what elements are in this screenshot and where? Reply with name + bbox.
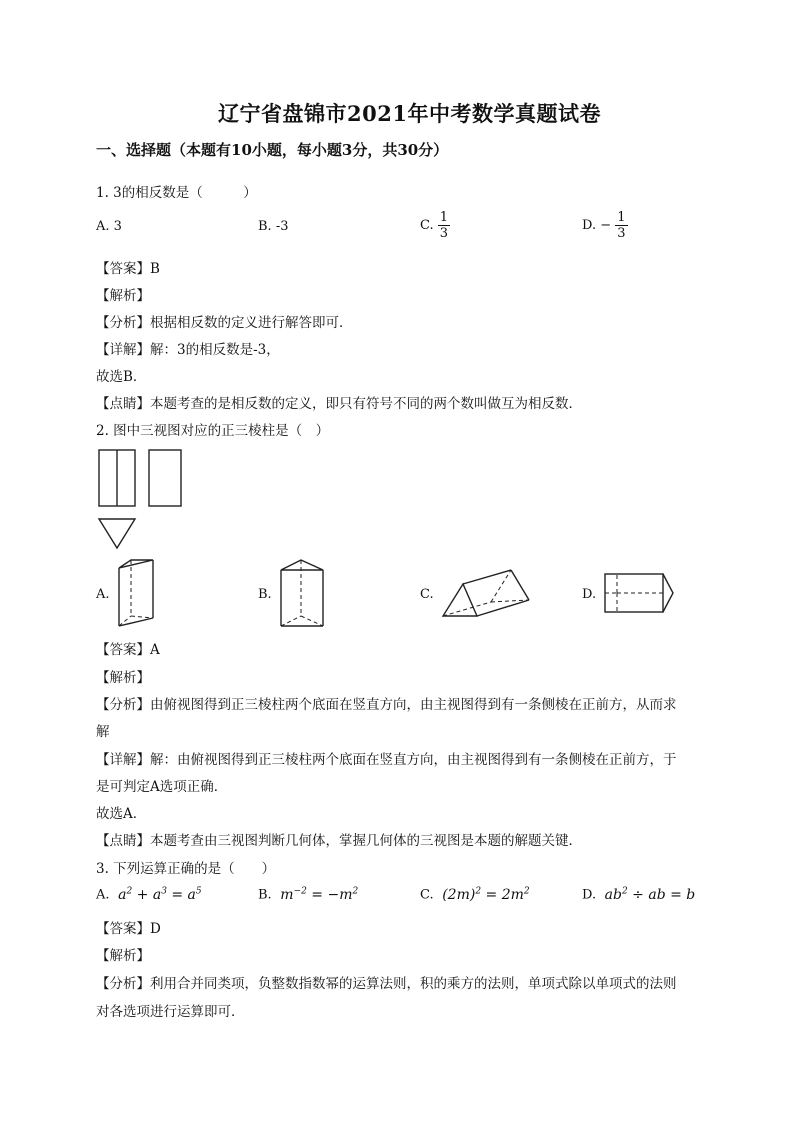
q2-comment: 【点睛】本题考查由三视图判断几何体，掌握几何体的三视图是本题的解题关键．: [96, 833, 582, 849]
q2-option-d: D.: [582, 587, 597, 602]
side-view: [149, 450, 181, 506]
q2-fenxi-line1: 【分析】由俯视图得到正三棱柱两个底面在竖直方向，由主视图得到有一条侧棱在正前方，从而求: [96, 697, 677, 713]
top-view: [99, 519, 135, 548]
q1-fenxi: 【分析】根据相反数的定义进行解答即可．: [96, 315, 353, 331]
q3-option-d-label: D.: [582, 887, 597, 903]
prism-a-figure: [117, 558, 163, 630]
section-heading: 一、选择题（本题有10小题，每小题3分，共30分）: [96, 141, 449, 159]
q1-stem: 1. 3的相反数是（ ）: [96, 185, 257, 201]
q2-stem: 2. 图中三视图对应的正三棱柱是（ ）: [96, 423, 330, 439]
q1-choose: 故选B．: [96, 369, 147, 385]
fraction-numerator: 1: [439, 210, 449, 225]
q2-detail-line2: 是可判定A选项正确．: [96, 779, 228, 795]
q3-fenxi-line2: 对各选项进行运算即可．: [96, 1004, 245, 1020]
q2-analysis: 【解析】: [96, 670, 150, 686]
q1-option-b: B. -3: [258, 219, 289, 234]
prism-top-face: [119, 560, 153, 568]
q3-option-c: [420, 886, 530, 903]
q2-option-c: C.: [420, 587, 434, 602]
q3-option-b-expr: $m^{-2} = -m^2$: [275, 886, 359, 903]
q3-answer: 【答案】D: [96, 921, 161, 937]
q1-comment: 【点睛】本题考查的是相反数的定义，即只有符号不同的两个数叫做互为相反数．: [96, 396, 582, 412]
q3-option-d-expr: $ab^2$ ÷ ab = b: [600, 886, 696, 903]
q1-detail: 【详解】解：3的相反数是-3，: [96, 342, 280, 358]
fraction-numerator: 1: [617, 210, 626, 225]
q2-detail-line1: 【详解】解：由俯视图得到正三棱柱两个底面在竖直方向，由主视图得到有一条侧棱在正前方，于: [96, 752, 677, 768]
q1-answer: 【答案】B: [96, 261, 160, 277]
fraction-denominator: 3: [439, 226, 449, 241]
q2-option-a: A.: [96, 587, 110, 602]
prism-top-face: [281, 560, 323, 570]
q3-option-a-expr: $a^2 + a^3 = a^5$: [113, 886, 202, 903]
q3-option-b-label: B.: [258, 887, 272, 903]
page-title: 辽宁省盘锦市2021年中考数学真题试卷: [218, 101, 601, 126]
q3-option-b: [258, 886, 358, 903]
q1-option-d-fraction: [615, 210, 627, 241]
q2-option-b: B.: [258, 587, 272, 602]
q3-option-c-label: C.: [420, 887, 434, 903]
prism-c-figure: [441, 568, 533, 620]
fraction-denominator: 3: [617, 226, 626, 241]
q1-option-c-label: C.: [420, 218, 434, 233]
q3-fenxi-line1: 【分析】利用合并同类项，负整数指数幂的运算法则，积的乘方的法则，单项式除以单项式的法则: [96, 976, 677, 992]
q2-answer: 【答案】A: [96, 642, 160, 658]
q2-fenxi-line2: 解: [96, 724, 110, 740]
q1-option-d-label: D.: [582, 218, 597, 233]
q3-stem: 3. 下列运算正确的是（ ）: [96, 861, 276, 877]
prism-b-figure: [279, 558, 329, 630]
minus-sign: −: [600, 218, 612, 233]
q3-option-a: [96, 886, 202, 903]
q2-choose: 故选A．: [96, 806, 147, 822]
q3-option-d: [582, 886, 695, 903]
q1-option-c: [420, 210, 450, 241]
q3-option-a-label: A.: [96, 887, 110, 903]
q1-analysis: 【解析】: [96, 288, 150, 304]
q1-option-d: [582, 210, 628, 241]
q3-option-c-expr: $(2m)^2 = 2m^2$: [437, 886, 530, 903]
q1-option-c-fraction: [438, 210, 450, 241]
prism-d-figure: [603, 570, 677, 618]
three-view-figure: [96, 447, 186, 551]
q3-analysis: 【解析】: [96, 948, 150, 964]
q1-option-a: A. 3: [96, 219, 122, 234]
